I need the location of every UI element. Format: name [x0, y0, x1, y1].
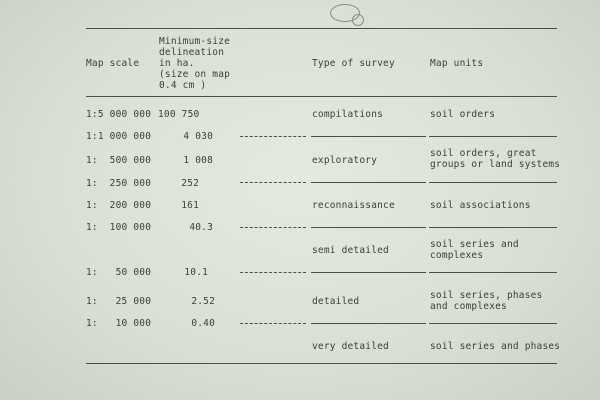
row-scale: 1: 50 000	[86, 267, 152, 278]
separator-survey	[311, 182, 426, 183]
separator-survey	[311, 136, 426, 137]
top-rule	[86, 28, 557, 29]
map-units: soil orders	[430, 109, 496, 120]
row-scale: 1: 100 000	[86, 222, 152, 233]
row-scale: 1: 10 000	[86, 318, 152, 329]
separator-dashed	[240, 182, 306, 183]
row-scale: 1:1 000 000	[86, 131, 152, 142]
separator-units	[429, 272, 557, 273]
header-survey-type: Type of survey	[312, 58, 395, 69]
bottom-rule	[86, 363, 557, 364]
row-ha: 1 008	[183, 155, 213, 166]
row-ha: 40.3	[189, 222, 213, 233]
separator-dashed	[240, 272, 306, 273]
separator-units	[429, 182, 557, 183]
header-map-scale: Map scale	[86, 58, 140, 69]
separator-units	[429, 136, 557, 137]
survey-type: semi detailed	[312, 245, 389, 256]
row-ha: 0.40	[191, 318, 215, 329]
map-units: soil associations	[430, 200, 531, 211]
separator-survey	[311, 323, 426, 324]
separator-units	[429, 323, 557, 324]
row-ha: 4 030	[183, 131, 213, 142]
map-units: soil series, phases and complexes	[430, 290, 543, 312]
scratch-mark-small	[352, 14, 364, 26]
map-units: soil series and phases	[430, 341, 561, 352]
survey-type: compilations	[312, 109, 384, 120]
row-scale: 1: 500 000	[86, 155, 152, 166]
header-delineation: Minimum-size delineation in ha. (size on map 0.4 cm )	[159, 36, 231, 91]
row-scale: 1: 200 000	[86, 200, 152, 211]
row-ha: 100 750	[158, 109, 200, 120]
separator-units	[429, 227, 557, 228]
map-units: soil orders, great groups or land systems	[430, 148, 561, 170]
separator-dashed	[240, 227, 306, 228]
separator-dashed	[240, 136, 306, 137]
survey-type: detailed	[312, 296, 360, 307]
row-ha: 161	[181, 200, 199, 211]
row-ha: 252	[181, 178, 199, 189]
header-rule	[86, 96, 557, 97]
survey-type: very detailed	[312, 341, 389, 352]
separator-survey	[311, 272, 426, 273]
row-ha: 10.1	[184, 267, 208, 278]
map-units: soil series and complexes	[430, 239, 519, 261]
survey-type: exploratory	[312, 155, 378, 166]
row-scale: 1:5 000 000	[86, 109, 152, 120]
survey-type: reconnaissance	[312, 200, 395, 211]
separator-dashed	[240, 323, 306, 324]
row-scale: 1: 250 000	[86, 178, 152, 189]
header-map-units: Map units	[430, 58, 484, 69]
row-scale: 1: 25 000	[86, 296, 152, 307]
separator-survey	[311, 227, 426, 228]
row-ha: 2.52	[191, 296, 215, 307]
